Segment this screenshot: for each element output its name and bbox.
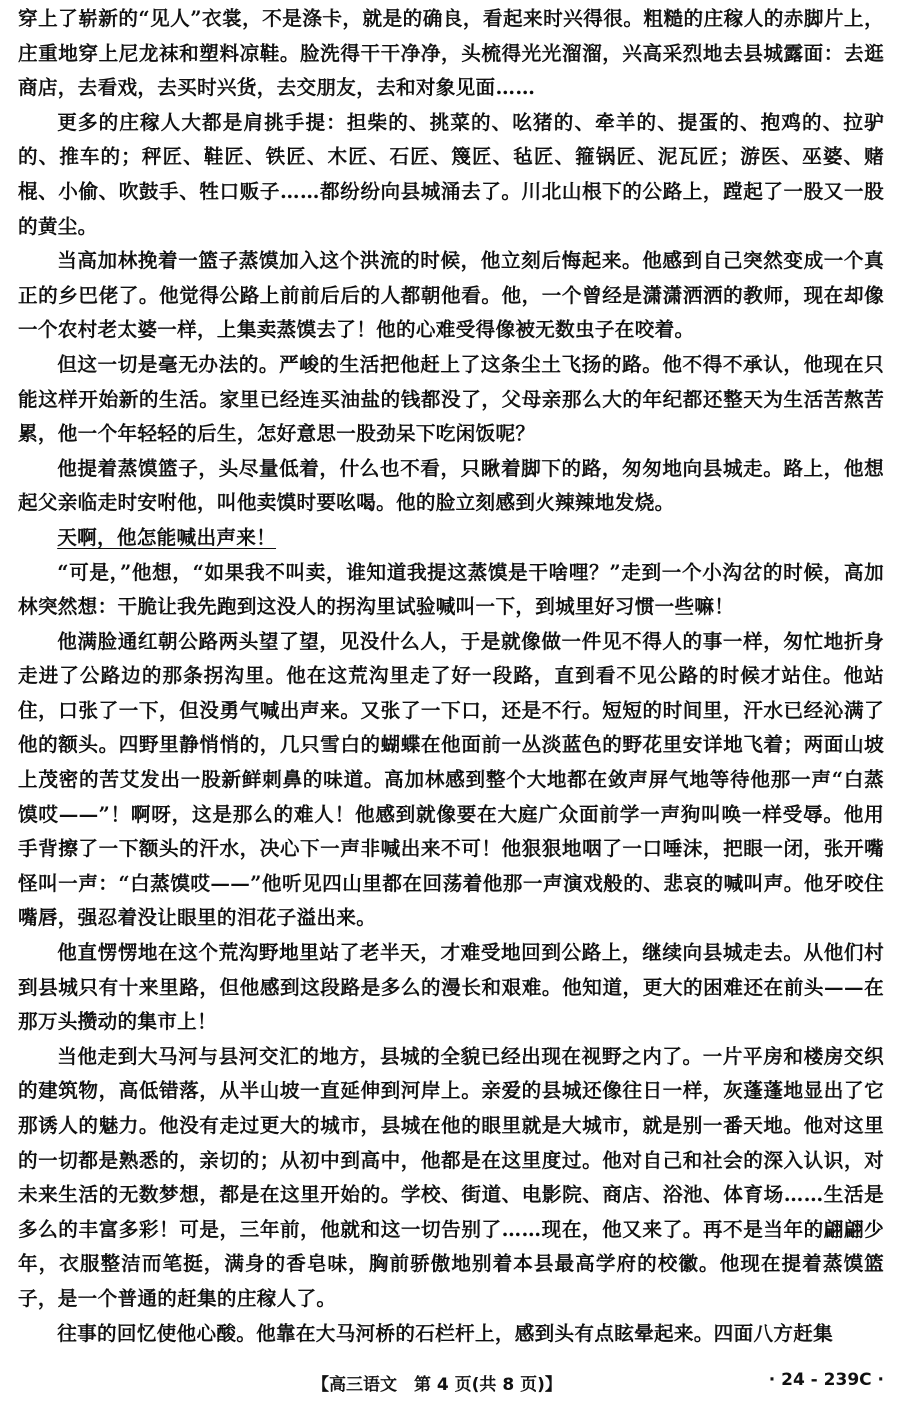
paragraph-2: 更多的庄稼人大都是肩挑手提：担柴的、挑菜的、吆猪的、牵羊的、提蛋的、抱鸡的、拉驴的、推车的；秤匠、鞋匠、铁匠、木匠、石匠、篾匠、毡匠、箍锅匠、泥瓦匠；游医、巫婆、赌棍、小偷、吹鼓手、牲口贩子……都纷纷向县城涌去了。川北山根下的公路上，蹚起了一股又一股的黄尘。 — [18, 110, 884, 238]
exam-code: · 24 - 239C · — [768, 1370, 884, 1390]
paragraph-11: 往事的回忆使他心酸。他靠在大马河桥的石栏杆上，感到头有点眩晕起来。四面八方赶集 — [57, 1321, 834, 1345]
page-footer — [0, 1370, 900, 1400]
paragraph-3: 当高加林挽着一篮子蒸馍加入这个洪流的时候，他立刻后悔起来。他感到自己突然变成一个真正的乡巴佬了。他觉得公路上前前后后的人都朝他看。他，一个曾经是潇潇洒洒的教师，现在却像一个农村老太婆一样，上集卖蒸馍去了！他的心难受得像被无数虫子在咬着。 — [18, 249, 884, 342]
paragraph-8: 他满脸通红朝公路两头望了望，见没什么人，于是就像做一件见不得人的事一样，匆忙地折身走进了公路边的那条拐沟里。他在这荒沟里走了好一段路，直到看不见公路的时候才站住。他站住，口张了一下，但没勇气喊出声来。又张了一下口，还是不行。短短的时间里，汗水已经沁满了他的额头。四野里静悄悄的，几只雪白的蝴蝶在他面前一丛淡蓝色的野花里安详地飞着；两面山坡上茂密的苦艾发出一股新鲜刺鼻的味道。高加林感到整个大地都在敛声屏气地等待他那一声“白蒸馍哎——”！啊呀，这是那么的难人！他感到就像要在大庭广众面前学一声狗叫唤一样受辱。他用手背擦了一下额头的汗水，决心下一声非喊出来不可！他狠狠地咽了一口唾沫，把眼一闭，张开嘴怪叫一声：“白蒸馍哎——”他听见四山里都在回荡着他那一声演戏般的、悲哀的喊叫声。他牙咬住嘴唇，强忍着没让眼里的泪花子溢出来。 — [18, 629, 884, 930]
paragraph-1: 穿上了崭新的“见人”衣裳，不是涤卡，就是的确良，看起来时兴得很。粗糙的庄稼人的赤脚片上，庄重地穿上尼龙袜和塑料凉鞋。脸洗得干干净净，头梳得光光溜溜，兴高采烈地去县城露面：去逛商店，去看戏，去买时兴货，去交朋友，去和对象见面…… — [18, 7, 884, 100]
underlined-sentence: 天啊，他怎能喊出声来！ — [57, 525, 277, 549]
passage-text — [18, 2, 884, 1351]
paragraph-6-underlined — [18, 521, 884, 556]
paragraph-5: 他提着蒸馍篮子，头尽量低着，什么也不看，只瞅着脚下的路，匆匆地向县城走。路上，他想起父亲临走时安咐他，叫他卖馍时要吆喝。他的脸立刻感到火辣辣地发烧。 — [18, 456, 884, 515]
paragraph-9: 他直愣愣地在这个荒沟野地里站了老半天，才难受地回到公路上，继续向县城走去。从他们村到县城只有十来里路，但他感到这段路是多么的漫长和艰难。他知道，更大的困难还在前头——在那万头攒动的集市上！ — [18, 941, 884, 1034]
paragraph-7: “可是，”他想，“如果我不叫卖，谁知道我提这蒸馍是干啥哩？”走到一个小沟岔的时候，高加林突然想：干脆让我先跑到这没人的拐沟里试验喊叫一下，到城里好习惯一些嘛！ — [18, 560, 884, 619]
paragraph-4: 但这一切是毫无办法的。严峻的生活把他赶上了这条尘土飞扬的路。他不得不承认，他现在只能这样开始新的生活。家里已经连买油盐的钱都没了，父母亲那么大的年纪都还整天为生活苦熬苦累，他一个年轻轻的后生，怎好意思一股劲呆下吃闲饭呢？ — [18, 352, 884, 446]
paragraph-10: 当他走到大马河与县河交汇的地方，县城的全貌已经出现在视野之内了。一片平房和楼房交织的建筑物，高低错落，从半山坡一直延伸到河岸上。亲爱的县城还像往日一样，灰蓬蓬地显出了它那诱人的魅力。他没有走过更大的城市，县城在他的眼里就是大城市，就是别一番天地。他对这里的一切都是熟悉的，亲切的；从初中到高中，他都是在这里度过。他对自己和社会的深入认识，对未来生活的无数梦想，都是在这里开始的。学校、街道、电影院、商店、浴池、体育场……生活是多么的丰富多彩！可是，三年前，他就和这一切告别了……现在，他又来了。再不是当年的翩翩少年，衣服整洁而笔挺，满身的香皂味，胸前骄傲地别着本县最高学府的校徽。他现在提着蒸馍篮子，是一个普通的赶集的庄稼人了。 — [18, 1044, 884, 1310]
page-number-label: 【高三语文 第 4 页(共 8 页)】 — [312, 1375, 562, 1395]
